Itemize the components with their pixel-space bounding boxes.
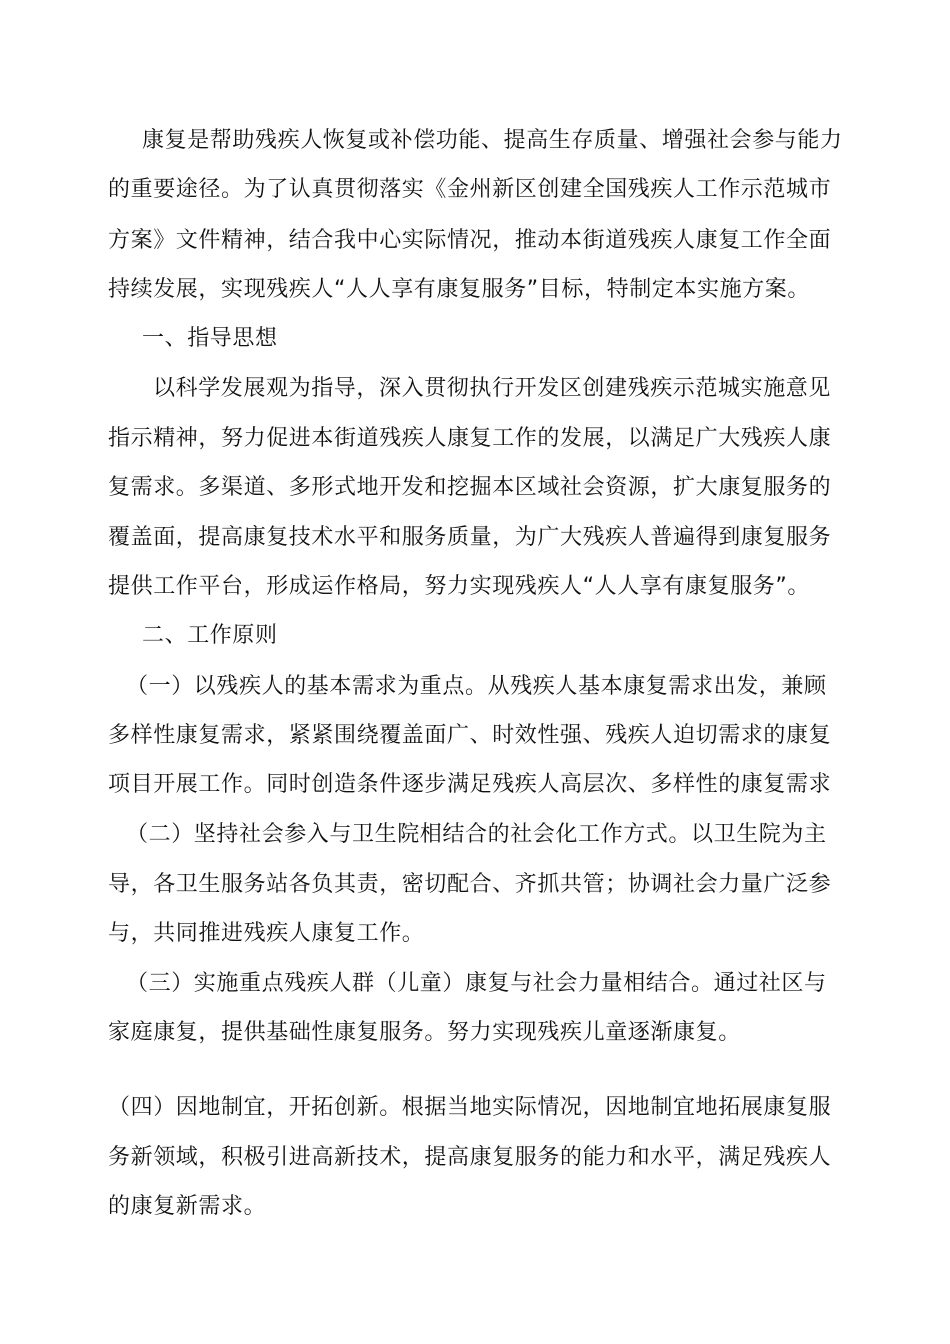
section-heading-guiding-ideology: 一、指导思想	[142, 326, 278, 351]
principle-1-line-2: 多样性康复需求，紧紧围绕覆盖面广、时效性强、残疾人迫切需求的康复	[108, 723, 832, 748]
intro-line-3: 方案》文件精神，结合我中心实际情况，推动本街道残疾人康复工作全面	[108, 228, 832, 253]
principle-3-line-2: 家庭康复，提供基础性康复服务。努力实现残疾儿童逐渐康复。	[108, 1020, 741, 1045]
intro-line-1: 康复是帮助残疾人恢复或补偿功能、提高生存质量、增强社会参与能力	[142, 128, 843, 153]
principle-2-line-2: 导，各卫生服务站各负其责，密切配合、齐抓共管；协调社会力量广泛参	[108, 872, 832, 897]
intro-line-4: 持续发展，实现残疾人“人人享有康复服务”目标，特制定本实施方案。	[108, 277, 810, 302]
principle-1-line-1: （一）以残疾人的基本需求为重点。从残疾人基本康复需求出发，兼顾	[126, 674, 827, 699]
intro-line-2: 的重要途径。为了认真贯彻落实《金州新区创建全国残疾人工作示范城市	[108, 177, 832, 202]
section-heading-work-principles: 二、工作原则	[142, 623, 278, 648]
principle-2-line-3: 与，共同推进残疾人康复工作。	[108, 921, 425, 946]
guiding-line-5: 提供工作平台，形成运作格局，努力实现残疾人“人人享有康复服务”。	[108, 574, 810, 599]
guiding-line-2: 指示精神，努力促进本街道残疾人康复工作的发展，以满足广大残疾人康	[108, 426, 832, 451]
principle-1-line-3: 项目开展工作。同时创造条件逐步满足残疾人高层次、多样性的康复需求	[108, 772, 832, 797]
guiding-line-3: 复需求。多渠道、多形式地开发和挖掘本区域社会资源，扩大康复服务的	[108, 475, 832, 500]
principle-4-line-3: 的康复新需求。	[108, 1194, 267, 1219]
principle-4-line-2: 务新领域，积极引进高新技术，提高康复服务的能力和水平，满足残疾人	[108, 1145, 832, 1170]
guiding-line-1: 以科学发展观为指导，深入贯彻执行开发区创建残疾示范城实施意见	[153, 376, 832, 401]
principle-4-line-1: （四）因地制宜，开拓创新。根据当地实际情况，因地制宜地拓展康复服	[108, 1095, 832, 1120]
principle-2-line-1: （二）坚持社会参入与卫生院相结合的社会化工作方式。以卫生院为主	[126, 822, 827, 847]
principle-3-line-1: （三）实施重点残疾人群（儿童）康复与社会力量相结合。通过社区与	[126, 971, 827, 996]
guiding-line-4: 覆盖面，提高康复技术水平和服务质量，为广大残疾人普遍得到康复服务	[108, 525, 832, 550]
